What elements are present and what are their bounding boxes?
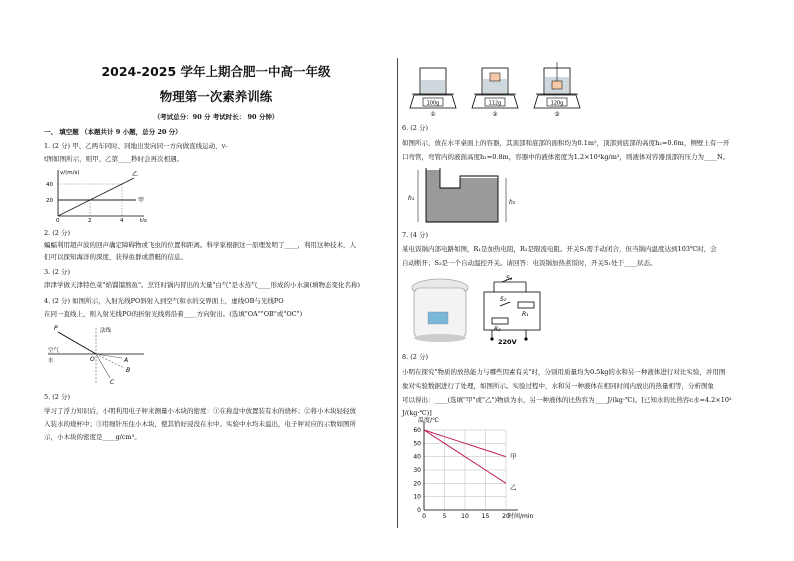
q5-text-3: 示，小木块的密度是____g/cm³。: [44, 433, 141, 441]
q8-text-3: 可以得出：____(选填"甲"或"乙")物质为水，另一种液体的比热容为____J/(kg·℃)。[已知水的比热容c水=4.2×10³: [402, 396, 732, 404]
page-subtitle: 物理第一次素养训练: [159, 89, 273, 104]
y-tick-label: 60: [413, 427, 421, 434]
scale-reading: 112g: [488, 100, 502, 107]
scale-3: [534, 62, 580, 118]
scale-1: [410, 68, 456, 118]
step-label: ③: [554, 111, 560, 118]
q7-number: 7. (4 分): [402, 231, 429, 239]
q5-text: 学习了浮力知识后，小明利用电子秤来测量小木块的密度：①在称盘中放置装有水的烧杯；②将小木块轻轻放: [44, 407, 356, 415]
section-heading: 一、 填空题 （本题共计 9 小题，总分 20 分）: [44, 128, 182, 136]
y-tick-label: 10: [413, 493, 421, 501]
q4-label-water: 水: [48, 358, 54, 364]
q1-text-2: t图如图所示，则甲、乙第____秒时会再次相遇。: [44, 155, 184, 163]
resistor-r2: [492, 318, 508, 324]
series-label: 乙: [510, 483, 517, 492]
q4-label-b: B: [126, 367, 131, 374]
q8-number: 8. (2 分): [402, 353, 429, 361]
q6-label-h1: h₁: [408, 195, 415, 202]
q1-series-label: 乙: [132, 171, 139, 178]
exam-meta: （考试总分：90 分 考试时长： 90 分钟）: [153, 113, 279, 121]
page-title: 2024-2025 学年上期合肥一中高一年级: [101, 64, 331, 79]
circuit-diagram: [484, 278, 540, 340]
q1-text: 1. (2 分) 甲、乙两车同时、同地出发向同一方向做直线运动，v-: [44, 142, 228, 150]
q5-text-2: 入装水的烧杯中；③用细针压住小木块，使其恰好浸没在水中。实验中水均未溢出，电子秤对应的示数如图所: [44, 420, 356, 428]
q2-number: 2. (2 分): [44, 229, 71, 237]
q2-text: 蝙蝠利用超声波的回声确定障碍物或飞虫的位置和距离。科学家根据这一原理发明了____，利用这种技术，人: [44, 241, 356, 249]
q4-label-air: 空气: [48, 348, 60, 354]
q4-refraction-diagram: [44, 322, 164, 386]
q1-line-yi: [58, 178, 134, 216]
left-column: [40, 0, 392, 561]
x-tick-label: 10: [461, 513, 469, 520]
q4-label-p: P: [54, 325, 58, 332]
q5-number: 5. (2 分): [44, 393, 71, 401]
q7-cooker-figure: [406, 272, 556, 348]
q6-container-diagram: [406, 166, 526, 226]
column-divider: [397, 58, 398, 528]
q1-ylabel: v/(m/s): [60, 170, 80, 176]
x-tick-label: 20: [502, 513, 510, 520]
q1-vt-graph: [44, 166, 154, 222]
y-tick-label: 30: [413, 467, 421, 474]
y-tick-label: 0: [417, 507, 421, 514]
scale-reading: 100g: [426, 100, 440, 107]
q1-ytick: 20: [46, 198, 53, 204]
q4-label-a: A: [124, 357, 129, 364]
q4-label-c: C: [110, 379, 115, 386]
q1-series-label: 甲: [138, 197, 145, 204]
q6-text: 如图所示，放在水平桌面上的容器，其顶部和底部的面积均为0.1m²，顶部到底部的高度h₂=0.6m，侧壁上有一开: [402, 139, 730, 147]
q3-number: 3. (2 分): [44, 268, 71, 276]
q8-text-2: 象对实验数据进行了处理，如图所示。实验过程中，水和另一种液体在相同时间内放出的热量相等，分析图象: [402, 382, 714, 390]
y-tick-label: 50: [413, 440, 421, 448]
y-tick-label: 40: [413, 453, 421, 461]
step-label: ②: [492, 111, 498, 118]
rice-cooker-illustration: [412, 279, 468, 342]
q7-text: 某电饭锅内部电路如图，R₁是加热电阻，R₂是限流电阻。开关S₁需手动闭合，但当锅内温度达到103℃时，会: [402, 245, 717, 253]
wood-block: [490, 73, 500, 81]
resistor-r1: [518, 302, 534, 308]
q4-label-o: O: [90, 356, 95, 363]
q1-xtick: 0: [56, 218, 60, 222]
right-column: [402, 0, 754, 561]
q2-text-2: 们可以探知海洋的深度，获得鱼群或潜艇的信息。: [44, 253, 187, 261]
q1-xlabel: t/s: [140, 218, 147, 222]
wood-block: [552, 81, 562, 89]
q7-label-r2: R₂: [494, 326, 501, 333]
q8-temperature-chart: [402, 416, 562, 526]
q7-label-s1: S₁: [506, 275, 513, 282]
q7-label-voltage: 220V: [498, 338, 517, 346]
y-axis-label: 温度/℃: [418, 417, 439, 424]
q4-incident-ray: [58, 332, 96, 354]
q6-number: 6. (2 分): [402, 124, 429, 132]
q4-text: 4. (2 分) 如图所示，入射光线PO斜射入到空气和水的交界面上，虚线OB与光线PO: [44, 297, 284, 305]
q7-label-r1: R₁: [522, 311, 529, 318]
q1-ytick: 40: [46, 182, 53, 188]
series-label: 甲: [510, 452, 517, 461]
q1-xtick: 2: [88, 218, 92, 222]
q4-label-normal: 法线: [100, 328, 112, 334]
q6-label-h2: h₂: [509, 199, 516, 206]
q7-text-2: 自动断开；S₂是一个自动温控开关。请回答：电饭锅加热煮饭时，开关S₁处于____状态。: [402, 259, 657, 267]
scale-2: [472, 68, 518, 118]
q8-text-4: J/(kg·℃)]: [402, 409, 432, 417]
q3-text: 津津学做天津特色菜"焰馏馏熬鱼"。烹饪时锅内冒出的大量"白气"是水蒸气____形成的小水滴(填物态变化名称): [44, 281, 361, 289]
q7-label-s2: S₂: [500, 296, 507, 303]
x-tick-label: 15: [481, 513, 490, 520]
step-label: ①: [430, 111, 436, 118]
q4-text-2: 在同一直线上，则入射光线PO的折射光线将沿着____方向射出。(选填"OA""OB"或"OC"): [44, 310, 303, 318]
x-tick-label: 0: [422, 513, 426, 520]
y-tick-label: 20: [413, 480, 421, 488]
q8-text: 小明在探究"物质的放热能力与哪些因素有关"时，分别用质量均为0.5kg的水和另一种液体进行对比实验，并用图: [402, 368, 726, 376]
x-tick-label: 5: [442, 513, 447, 520]
x-axis-label: 时间/min: [508, 513, 534, 520]
scale-reading: 120g: [550, 100, 564, 107]
q6-text-2: 口弯管，弯管内的液面高度h₁=0.8m，容器中的液体密度为1.2×10³kg/m³，则液体对容器顶部的压力为____N。: [402, 153, 730, 161]
liquid: [426, 170, 498, 222]
q1-xtick: 4: [120, 218, 124, 222]
water: [421, 80, 445, 93]
q5-scales-figure: [402, 60, 602, 118]
